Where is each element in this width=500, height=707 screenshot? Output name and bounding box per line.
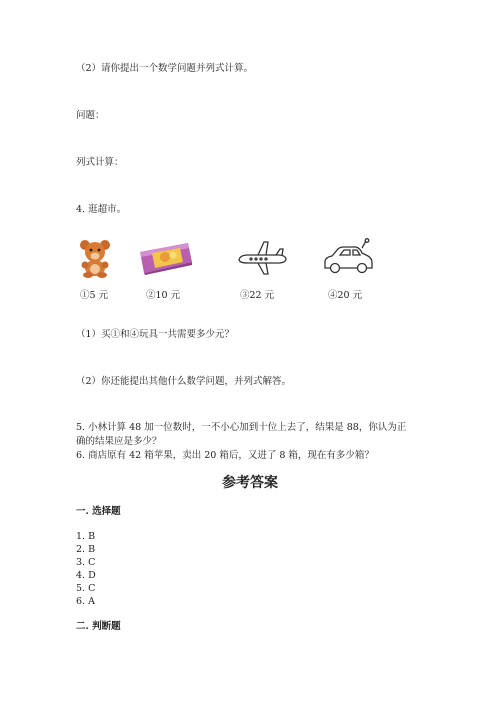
answers-title: 参考答案 [222, 475, 278, 491]
q4-title: 4. 逛超市。 [76, 204, 127, 215]
q2-prompt: （2）请你提出一个数学问题并列式计算。 [76, 63, 254, 74]
toy-price-2: ②10 元 [146, 290, 181, 301]
q5-line-1: 5. 小林计算 48 加一位数时，一不小心加到十位上去了，结果是 88，你认为正 [76, 422, 407, 433]
q4-sub-question-2: （2）你还能提出其他什么数学问题，并列式解答。 [76, 376, 292, 387]
teddy-bear-icon [76, 238, 114, 278]
answer-item: 5. C [76, 583, 96, 594]
toy-price-1: ①5 元 [80, 290, 109, 301]
toy-car-icon [322, 238, 374, 276]
airplane-icon [236, 240, 288, 276]
formula-label: 列式计算： [76, 157, 124, 168]
toy-price-4: ④20 元 [328, 290, 363, 301]
q5-line-2: 确的结果应是多少？ [76, 436, 162, 447]
answer-item: 1. B [76, 531, 96, 542]
pencil-box-icon [138, 240, 194, 276]
question-label: 问题： [76, 110, 105, 121]
q4-sub-question-1: （1）买①和④玩具一共需要多少元？ [76, 329, 235, 340]
answer-item: 6. A [76, 596, 95, 607]
answer-item: 3. C [76, 557, 96, 568]
answer-item: 4. D [76, 570, 96, 581]
q6-text: 6. 商店原有 42 箱苹果，卖出 20 箱后，又进了 8 箱，现在有多少箱？ [76, 450, 374, 461]
answer-item: 2. B [76, 544, 96, 555]
section-judge-title: 二. 判断题 [76, 621, 121, 632]
toy-price-3: ③22 元 [240, 290, 275, 301]
section-choice-title: 一. 选择题 [76, 506, 121, 517]
